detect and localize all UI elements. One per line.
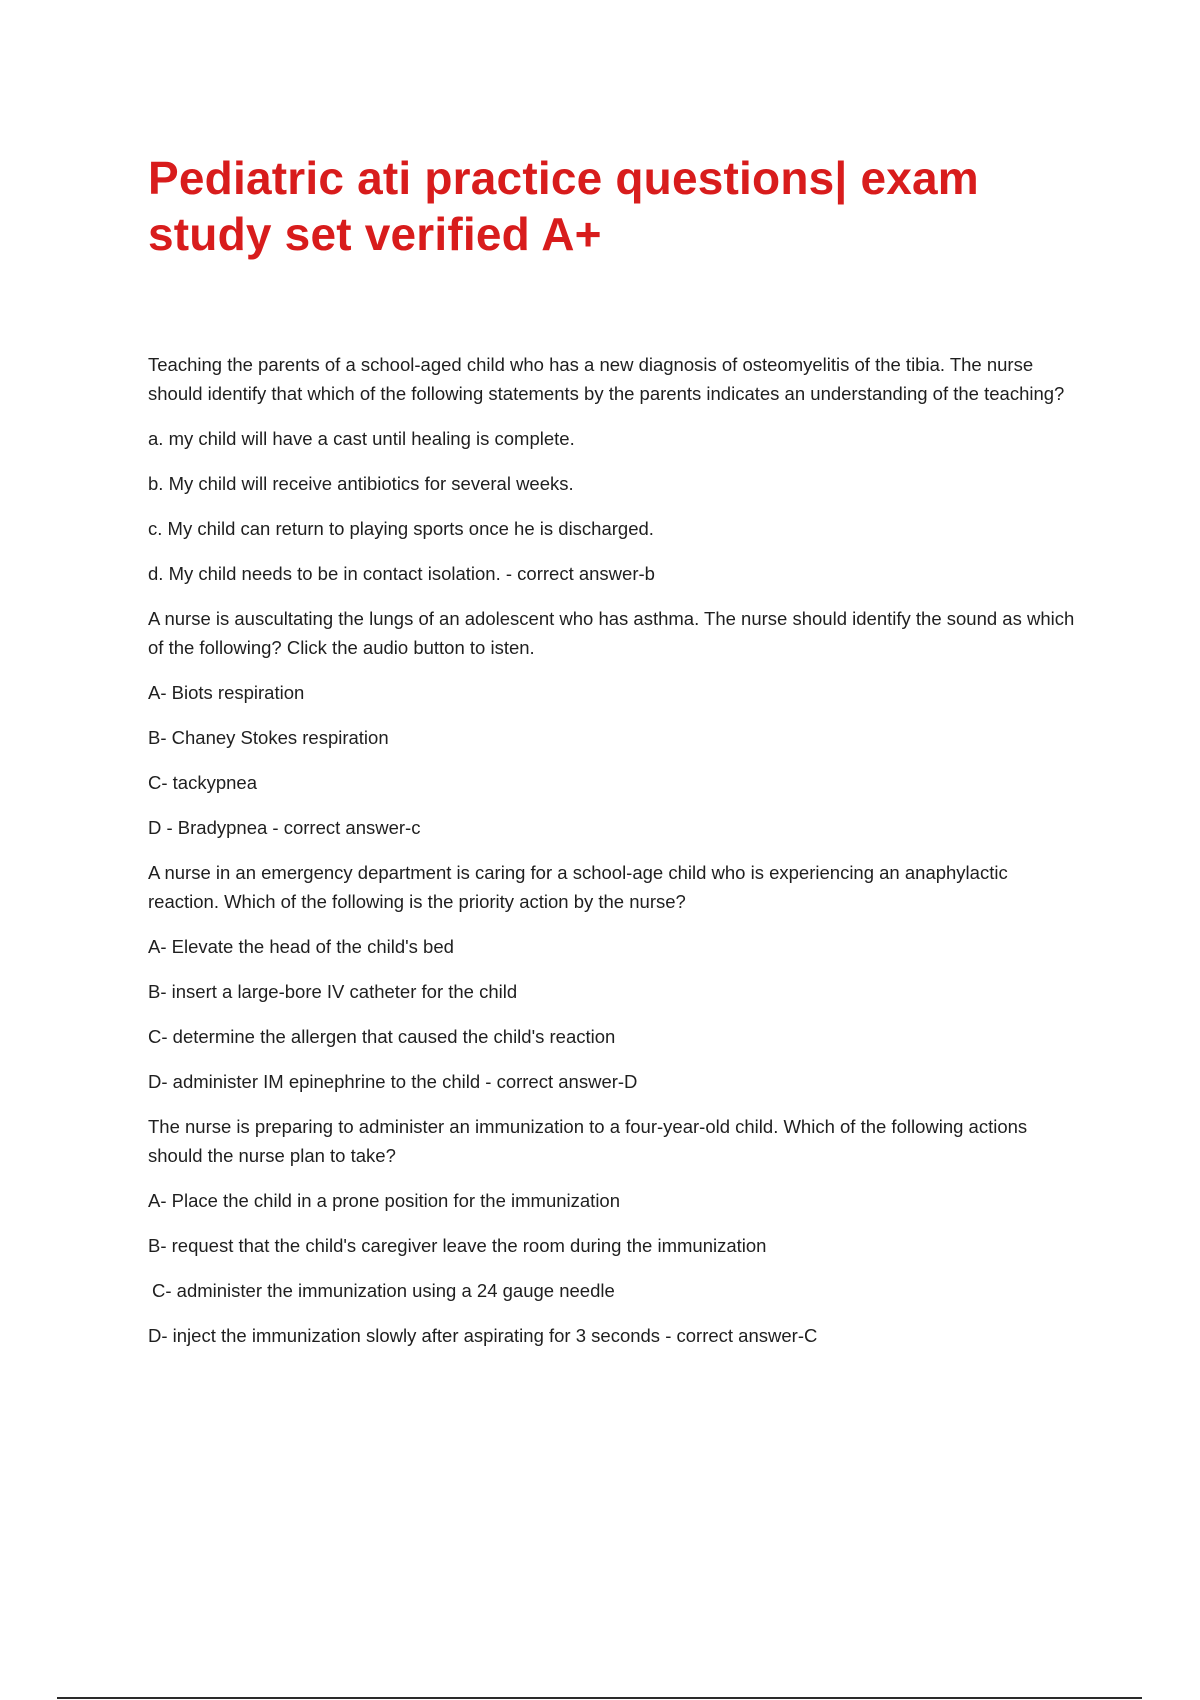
page-title: Pediatric ati practice questions| exam study set verified A+ [148, 152, 979, 260]
answer-option: B- insert a large-bore IV catheter for the child [148, 981, 518, 1002]
answer-option: b. My child will receive antibiotics for several weeks. [148, 473, 574, 494]
answer-option: C- determine the allergen that caused the child's reaction [148, 1026, 616, 1047]
question-block-3 [148, 858, 1083, 1096]
answer-option: D- inject the immunization slowly after aspirating for 3 seconds - correct answer-C [148, 1325, 818, 1346]
answer-option: D - Bradypnea - correct answer-c [148, 817, 421, 838]
answer-option: D- administer IM epinephrine to the child - correct answer-D [148, 1071, 638, 1092]
answer-option: A- Place the child in a prone position for the immunization [148, 1190, 621, 1211]
question-text: A nurse in an emergency department is caring for a school-age child who is experiencing an anaphylactic reaction. Which of the following is the priority action by the nurse? [148, 862, 1008, 912]
question-text: Teaching the parents of a school-aged child who has a new diagnosis of osteomyelitis of the tibia. The nurse should identify that which of the following statements by the parents indicates an understanding of the teaching? [148, 354, 1065, 404]
answer-option: a. my child will have a cast until healing is complete. [148, 428, 575, 449]
question-block-2 [148, 604, 1083, 842]
answer-option: A- Elevate the head of the child's bed [148, 936, 454, 957]
question-text: A nurse is auscultating the lungs of an adolescent who has asthma. The nurse should identify the sound as which of the following? Click the audio button to isten. [148, 608, 1075, 658]
answer-option: B- Chaney Stokes respiration [148, 727, 389, 748]
answer-option: c. My child can return to playing sports once he is discharged. [148, 518, 654, 539]
question-block-1 [148, 350, 1083, 588]
question-block-4 [148, 1112, 1083, 1350]
answer-option: C- administer the immunization using a 24 gauge needle [152, 1280, 615, 1301]
answer-option: A- Biots respiration [148, 682, 305, 703]
answer-option: d. My child needs to be in contact isolation. - correct answer-b [148, 563, 655, 584]
answer-option: B- request that the child's caregiver leave the room during the immunization [148, 1235, 767, 1256]
question-list [148, 350, 1083, 1366]
question-text: The nurse is preparing to administer an immunization to a four-year-old child. Which of the following actions should the nurse plan to take? [148, 1116, 1028, 1166]
bottom-divider [57, 1697, 1142, 1699]
answer-option: C- tackypnea [148, 772, 257, 793]
